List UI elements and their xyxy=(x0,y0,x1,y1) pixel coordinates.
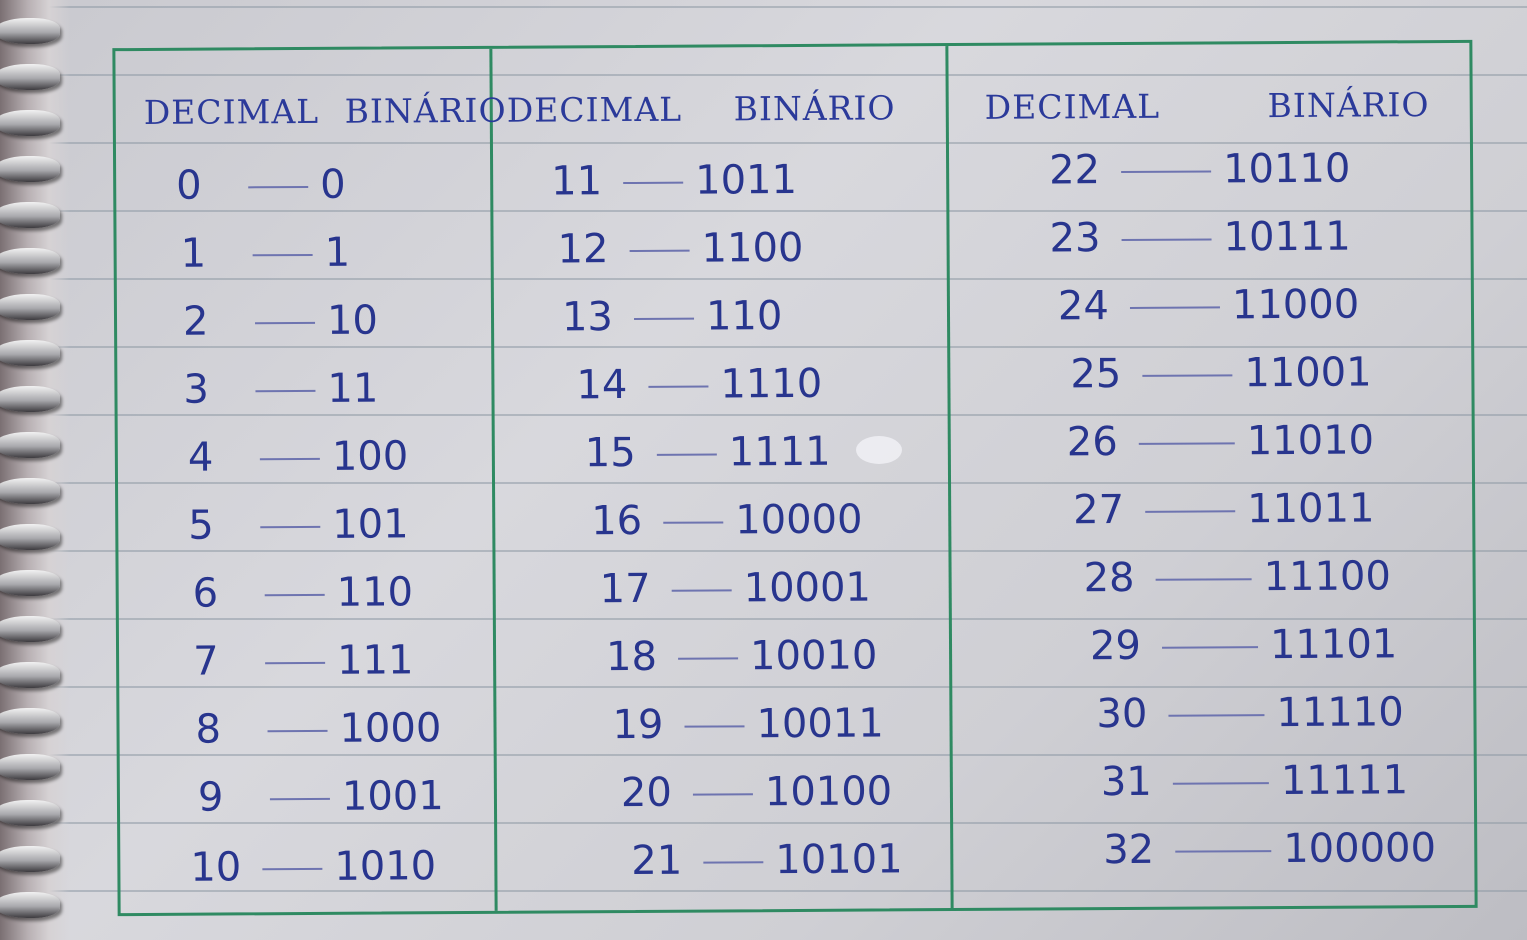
binary-value: 11000 xyxy=(1231,281,1360,329)
binary-value: 111 xyxy=(336,637,414,684)
header-decimal: DECIMAL xyxy=(984,86,1161,127)
column-3 xyxy=(948,43,1480,908)
binary-value: 10010 xyxy=(749,632,878,680)
decimal-value: 26 xyxy=(1066,419,1118,466)
binary-value: 10011 xyxy=(756,700,884,748)
table-row xyxy=(612,688,884,760)
spiral-ring xyxy=(0,478,60,504)
decimal-value: 11 xyxy=(551,158,603,205)
dash xyxy=(693,793,753,795)
spiral-ring xyxy=(0,846,60,872)
header-binary: BINÁRIO xyxy=(344,90,507,131)
table-row xyxy=(1101,745,1409,817)
table-row xyxy=(562,281,783,352)
decimal-value: 6 xyxy=(192,570,219,617)
dash xyxy=(1130,306,1220,309)
table-row xyxy=(621,756,893,828)
dash xyxy=(255,390,315,392)
table-row xyxy=(631,824,903,896)
binary-value: 10 xyxy=(326,297,379,344)
dash xyxy=(262,868,322,870)
column-header xyxy=(507,88,896,140)
decimal-value: 24 xyxy=(1057,283,1110,330)
correction-smudge xyxy=(856,436,902,464)
spiral-ring xyxy=(0,524,60,550)
binary-value: 100 xyxy=(331,433,409,480)
spiral-ring xyxy=(0,800,60,826)
dash xyxy=(1162,646,1258,649)
decimal-value: 27 xyxy=(1073,486,1125,534)
decimal-value: 30 xyxy=(1096,690,1148,738)
dash xyxy=(260,526,320,528)
spiral-ring xyxy=(0,708,60,734)
spiral-ring xyxy=(0,754,60,780)
dash xyxy=(1145,510,1235,513)
spiral-ring xyxy=(0,570,60,596)
decimal-value: 16 xyxy=(591,497,643,545)
decimal-value: 5 xyxy=(188,502,214,549)
table-row xyxy=(192,557,413,628)
dash xyxy=(1173,782,1269,785)
table-row xyxy=(176,150,346,221)
dash xyxy=(1175,850,1271,853)
binary-value: 1011 xyxy=(695,156,798,204)
table-row xyxy=(180,218,350,289)
decimal-value: 25 xyxy=(1070,351,1122,398)
table-row xyxy=(198,761,444,833)
table-row xyxy=(1049,202,1351,274)
table-row xyxy=(1067,405,1375,477)
dash xyxy=(255,322,315,324)
dash xyxy=(630,250,690,252)
binary-value: 10101 xyxy=(775,836,903,884)
dash xyxy=(672,589,732,591)
decimal-value: 31 xyxy=(1100,758,1152,806)
binary-value: 10110 xyxy=(1222,145,1351,193)
table-row xyxy=(183,286,378,357)
decimal-value: 22 xyxy=(1048,147,1101,194)
conversion-table xyxy=(112,40,1477,916)
spiral-ring xyxy=(0,18,60,44)
binary-value: 1010 xyxy=(334,843,437,890)
table-row xyxy=(1096,677,1404,749)
decimal-value: 20 xyxy=(620,769,672,817)
dash xyxy=(268,730,328,732)
dash xyxy=(1156,578,1252,581)
column-1 xyxy=(115,49,507,913)
column-header xyxy=(144,91,507,143)
spiral-ring xyxy=(0,248,60,274)
binary-value: 10100 xyxy=(764,768,893,816)
dash xyxy=(270,798,330,800)
dash xyxy=(1168,714,1264,717)
binary-value: 1 xyxy=(324,229,351,276)
binary-value: 110 xyxy=(336,569,414,616)
table-row xyxy=(190,831,436,903)
binary-value: 100000 xyxy=(1283,825,1437,873)
spiral-ring xyxy=(0,340,60,366)
decimal-value: 18 xyxy=(605,633,658,681)
table-row xyxy=(591,485,863,557)
table-row xyxy=(599,553,871,625)
header-binary: BINÁRIO xyxy=(733,88,896,129)
binary-value: 1110 xyxy=(720,360,823,408)
binary-value: 101 xyxy=(332,501,409,548)
header-binary: BINÁRIO xyxy=(1267,85,1430,126)
dash xyxy=(1121,170,1211,173)
binary-value: 11010 xyxy=(1246,417,1375,465)
table-row xyxy=(183,354,378,425)
dash xyxy=(253,254,313,256)
decimal-value: 32 xyxy=(1103,826,1155,874)
table-row xyxy=(1083,541,1391,613)
dash xyxy=(265,594,325,596)
table-row xyxy=(1049,134,1351,206)
decimal-value: 10 xyxy=(190,844,242,891)
binary-value: 1111 xyxy=(728,428,831,476)
dash xyxy=(265,662,325,664)
decimal-value: 3 xyxy=(183,366,210,413)
binary-value: 1100 xyxy=(701,224,804,272)
dash xyxy=(703,861,763,863)
dash xyxy=(685,725,745,727)
dash xyxy=(248,186,308,188)
dash xyxy=(1142,374,1232,377)
dash xyxy=(1139,442,1235,445)
decimal-value: 2 xyxy=(182,298,209,345)
header-decimal: DECIMAL xyxy=(506,89,683,130)
table-row xyxy=(1090,609,1398,681)
spiral-ring xyxy=(0,64,60,90)
column-header xyxy=(985,85,1430,138)
binary-value: 110 xyxy=(705,293,783,340)
dash xyxy=(648,386,708,388)
decimal-value: 4 xyxy=(187,434,214,481)
binary-value: 0 xyxy=(320,161,346,208)
binary-value: 11101 xyxy=(1269,621,1398,669)
binary-value: 11011 xyxy=(1247,485,1375,533)
table-row xyxy=(551,145,797,217)
spiral-ring xyxy=(0,156,60,182)
spiral-ring xyxy=(0,202,60,228)
column-2 xyxy=(492,46,950,911)
spiral-ring xyxy=(0,662,60,688)
table-row xyxy=(585,417,831,489)
decimal-value: 29 xyxy=(1089,622,1142,670)
decimal-value: 9 xyxy=(197,774,224,821)
spiral-ring xyxy=(0,892,60,918)
decimal-value: 7 xyxy=(192,638,219,685)
decimal-value: 23 xyxy=(1049,215,1101,262)
table-row xyxy=(606,621,878,693)
spiral-ring xyxy=(0,294,60,320)
decimal-value: 13 xyxy=(561,294,614,341)
table-row xyxy=(1073,473,1375,545)
spiral-ring xyxy=(0,110,60,136)
table-row xyxy=(1103,813,1436,885)
table-row xyxy=(193,625,414,696)
table-row xyxy=(1070,337,1372,409)
binary-value: 10000 xyxy=(735,496,863,544)
dash xyxy=(657,453,717,455)
decimal-value: 12 xyxy=(557,226,609,273)
decimal-value: 14 xyxy=(576,362,628,409)
decimal-value: 21 xyxy=(631,837,683,885)
table-row xyxy=(195,693,441,765)
dash xyxy=(1122,238,1212,241)
binary-value: 11110 xyxy=(1276,689,1404,737)
decimal-value: 0 xyxy=(176,162,202,209)
binary-value: 11001 xyxy=(1244,349,1372,397)
dash xyxy=(678,657,738,659)
spiral-ring xyxy=(0,616,60,642)
dash xyxy=(663,521,723,523)
spiral-ring xyxy=(0,432,60,458)
table-row xyxy=(188,489,409,560)
table-row xyxy=(188,421,409,492)
table-row xyxy=(1058,270,1360,342)
binary-value: 10111 xyxy=(1223,213,1351,261)
dash xyxy=(260,458,320,460)
decimal-value: 19 xyxy=(612,701,664,749)
binary-value: 1000 xyxy=(339,705,442,752)
header-decimal: DECIMAL xyxy=(143,91,320,132)
decimal-value: 8 xyxy=(195,706,222,753)
decimal-value: 28 xyxy=(1083,554,1135,602)
binary-value: 10001 xyxy=(743,564,872,612)
binary-value: 11111 xyxy=(1280,757,1409,805)
decimal-value: 17 xyxy=(599,565,651,613)
spiral-binding xyxy=(0,0,70,940)
dash xyxy=(634,318,694,320)
binary-value: 1001 xyxy=(341,773,444,820)
spiral-ring xyxy=(0,386,60,412)
ruled-line xyxy=(0,6,1527,8)
binary-value: 11 xyxy=(327,365,379,412)
decimal-value: 15 xyxy=(584,429,636,477)
binary-value: 11100 xyxy=(1263,553,1392,601)
decimal-value: 1 xyxy=(180,230,207,277)
table-row xyxy=(576,349,822,421)
table-row xyxy=(557,213,803,285)
dash xyxy=(623,182,683,184)
